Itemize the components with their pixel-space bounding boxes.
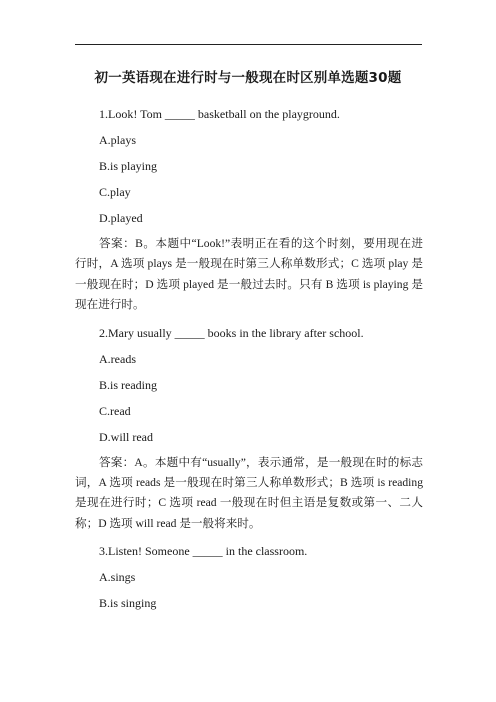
option-a: A.reads <box>99 351 136 366</box>
answer-explanation: 答案：B。本题中“Look!”表明正在看的这个时刻，要用现在进行时，A 选项 plays 是一般现在时第三人称单数形式；C 选项 play 是一般现在时；D 选项 played 是一般过去时。只有 B 选项 is playing 是现在进行时。 <box>75 237 423 312</box>
option-c: C.read <box>99 403 131 418</box>
question-stem: 2.Mary usually _____ books in the library after school. <box>99 325 364 340</box>
option-d: D.will read <box>99 429 153 444</box>
question-3 <box>75 538 423 616</box>
question-stem: 1.Look! Tom _____ basketball on the playground. <box>99 107 340 121</box>
header-rule <box>75 44 422 45</box>
option-b: B.is reading <box>99 377 157 392</box>
question-2 <box>75 320 423 539</box>
option-b: B.is playing <box>99 159 158 173</box>
option-d: D.played <box>99 211 143 225</box>
question-list <box>75 101 423 616</box>
question-1 <box>75 101 423 320</box>
option-a: A.plays <box>99 133 136 147</box>
option-b: B.is singing <box>99 596 157 611</box>
option-a: A.sings <box>99 570 136 585</box>
question-stem: 3.Listen! Someone _____ in the classroom. <box>99 544 308 559</box>
answer-explanation: 答案：A。本题中有“usually”，表示通常，是一般现在时的标志词，A 选项 reads 是一般现在时第三人称单数形式；B 选项 is reading 是现在进行时；C 选项 read 一般现在时但主语是复数或第一、二人称；D 选项 will read 是一般将来时。 <box>75 455 423 530</box>
option-c: C.play <box>99 185 131 199</box>
page-title: 初一英语现在进行时与一般现在时区别单选题30题 <box>94 70 402 86</box>
